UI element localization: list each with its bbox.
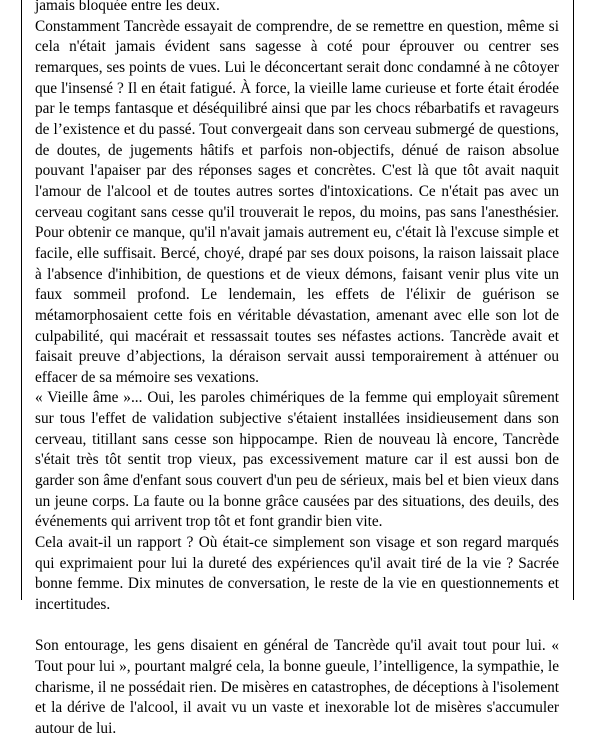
left-margin-rule — [21, 0, 22, 600]
paragraph: Constamment Tancrède essayait de comprendre, de se remettre en question, même si cela n'était jamais évident sans sagesse à coté pour éprouver ou centrer ses remarques, ses points de vues. Lui le déconcertant serait donc condamné à ne côtoyer que l'insensé ? Il en était fatigué. À force, la vieille lame curieuse et forte était érodée par le temps fantasque et déséquilibré ainsi que par les chocs rébarbatifs et ravageurs de l’existence et du passé. Tout convergeait dans son cerveau submergé de questions, de doutes, de jugements hâtifs et parfois non-objectifs, dénué de raison absolue pouvant l'apaiser par des réponses sages et concrètes. C'est là que tôt avait naquit l'amour de l'alcool et de toutes autres sortes d'intoxications. Ce n'était pas avec un cerveau cogitant sans cesse qu'il trouverait le repos, du moins, pas sans l'anesthésier. Pour obtenir ce manque, qu'il n'avait jamais autrement eu, c'était là l'excuse simple et facile, elle suffisait. Bercé, choyé, drapé par ses doux poisons, la raison laissait place à l'absence d'inhibition, de questions et de vieux démons, faisant venir plus vite un faux sommeil profond. Le lendemain, les effets de l'élixir de guérison se métamorphosaient cette fois en véritable dévastation, amenant avec elle son lot de culpabilité, qui macérait et ressassait toutes ses néfastes actions. Tancrède avait et faisait preuve d’abjections, la déraison servait aussi temporairement à atténuer ou effacer de sa mémoire ses vexations. — [35, 17, 559, 386]
paragraph: « Vieille âme »... Oui, les paroles chimériques de la femme qui employait sûrement sur tous l'effet de validation subjective s'étaient installées insidieusement dans son cerveau, titillant sans cesse son hippocampe. Rien de nouveau là encore, Tancrède s'était très tôt sentit trop vieux, pas excessivement mature car il est aussi bon de garder son âme d'enfant sous couvert d'un peu de sérieux, mais bel et bien vieux dans un jeune corps. La faute ou la bonne grâce causées par des situations, des deuils, des événements qui arrivent trop tôt et font grandir bien vite. — [35, 389, 559, 531]
right-margin-rule — [573, 0, 574, 600]
paragraph: Cela avait-il un rapport ? Où était-ce simplement son visage et son regard marqués qui exprimaient pour lui la dureté des expériences qu'il avait tiré de la vie ? Sacrée bonne femme. Dix minutes de conversation, le reste de la vie en questionnements et incertitudes. — [35, 534, 559, 614]
body-text — [35, 0, 559, 740]
paragraph: jamais bloquée entre les deux. — [35, 0, 220, 14]
paragraph: Son entourage, les gens disaient en général de Tancrède qu'il avait tout pour lui. « Tout pour lui », pourtant malgré cela, la bonne gueule, l’intelligence, la sympathie, le charisme, il ne possédait rien. De misères en catastrophes, de déceptions à l'isolement et la dérive de l'alcool, il avait vu un vaste et inexorable lot de misères s'accumuler autour de lui. — [35, 637, 559, 737]
